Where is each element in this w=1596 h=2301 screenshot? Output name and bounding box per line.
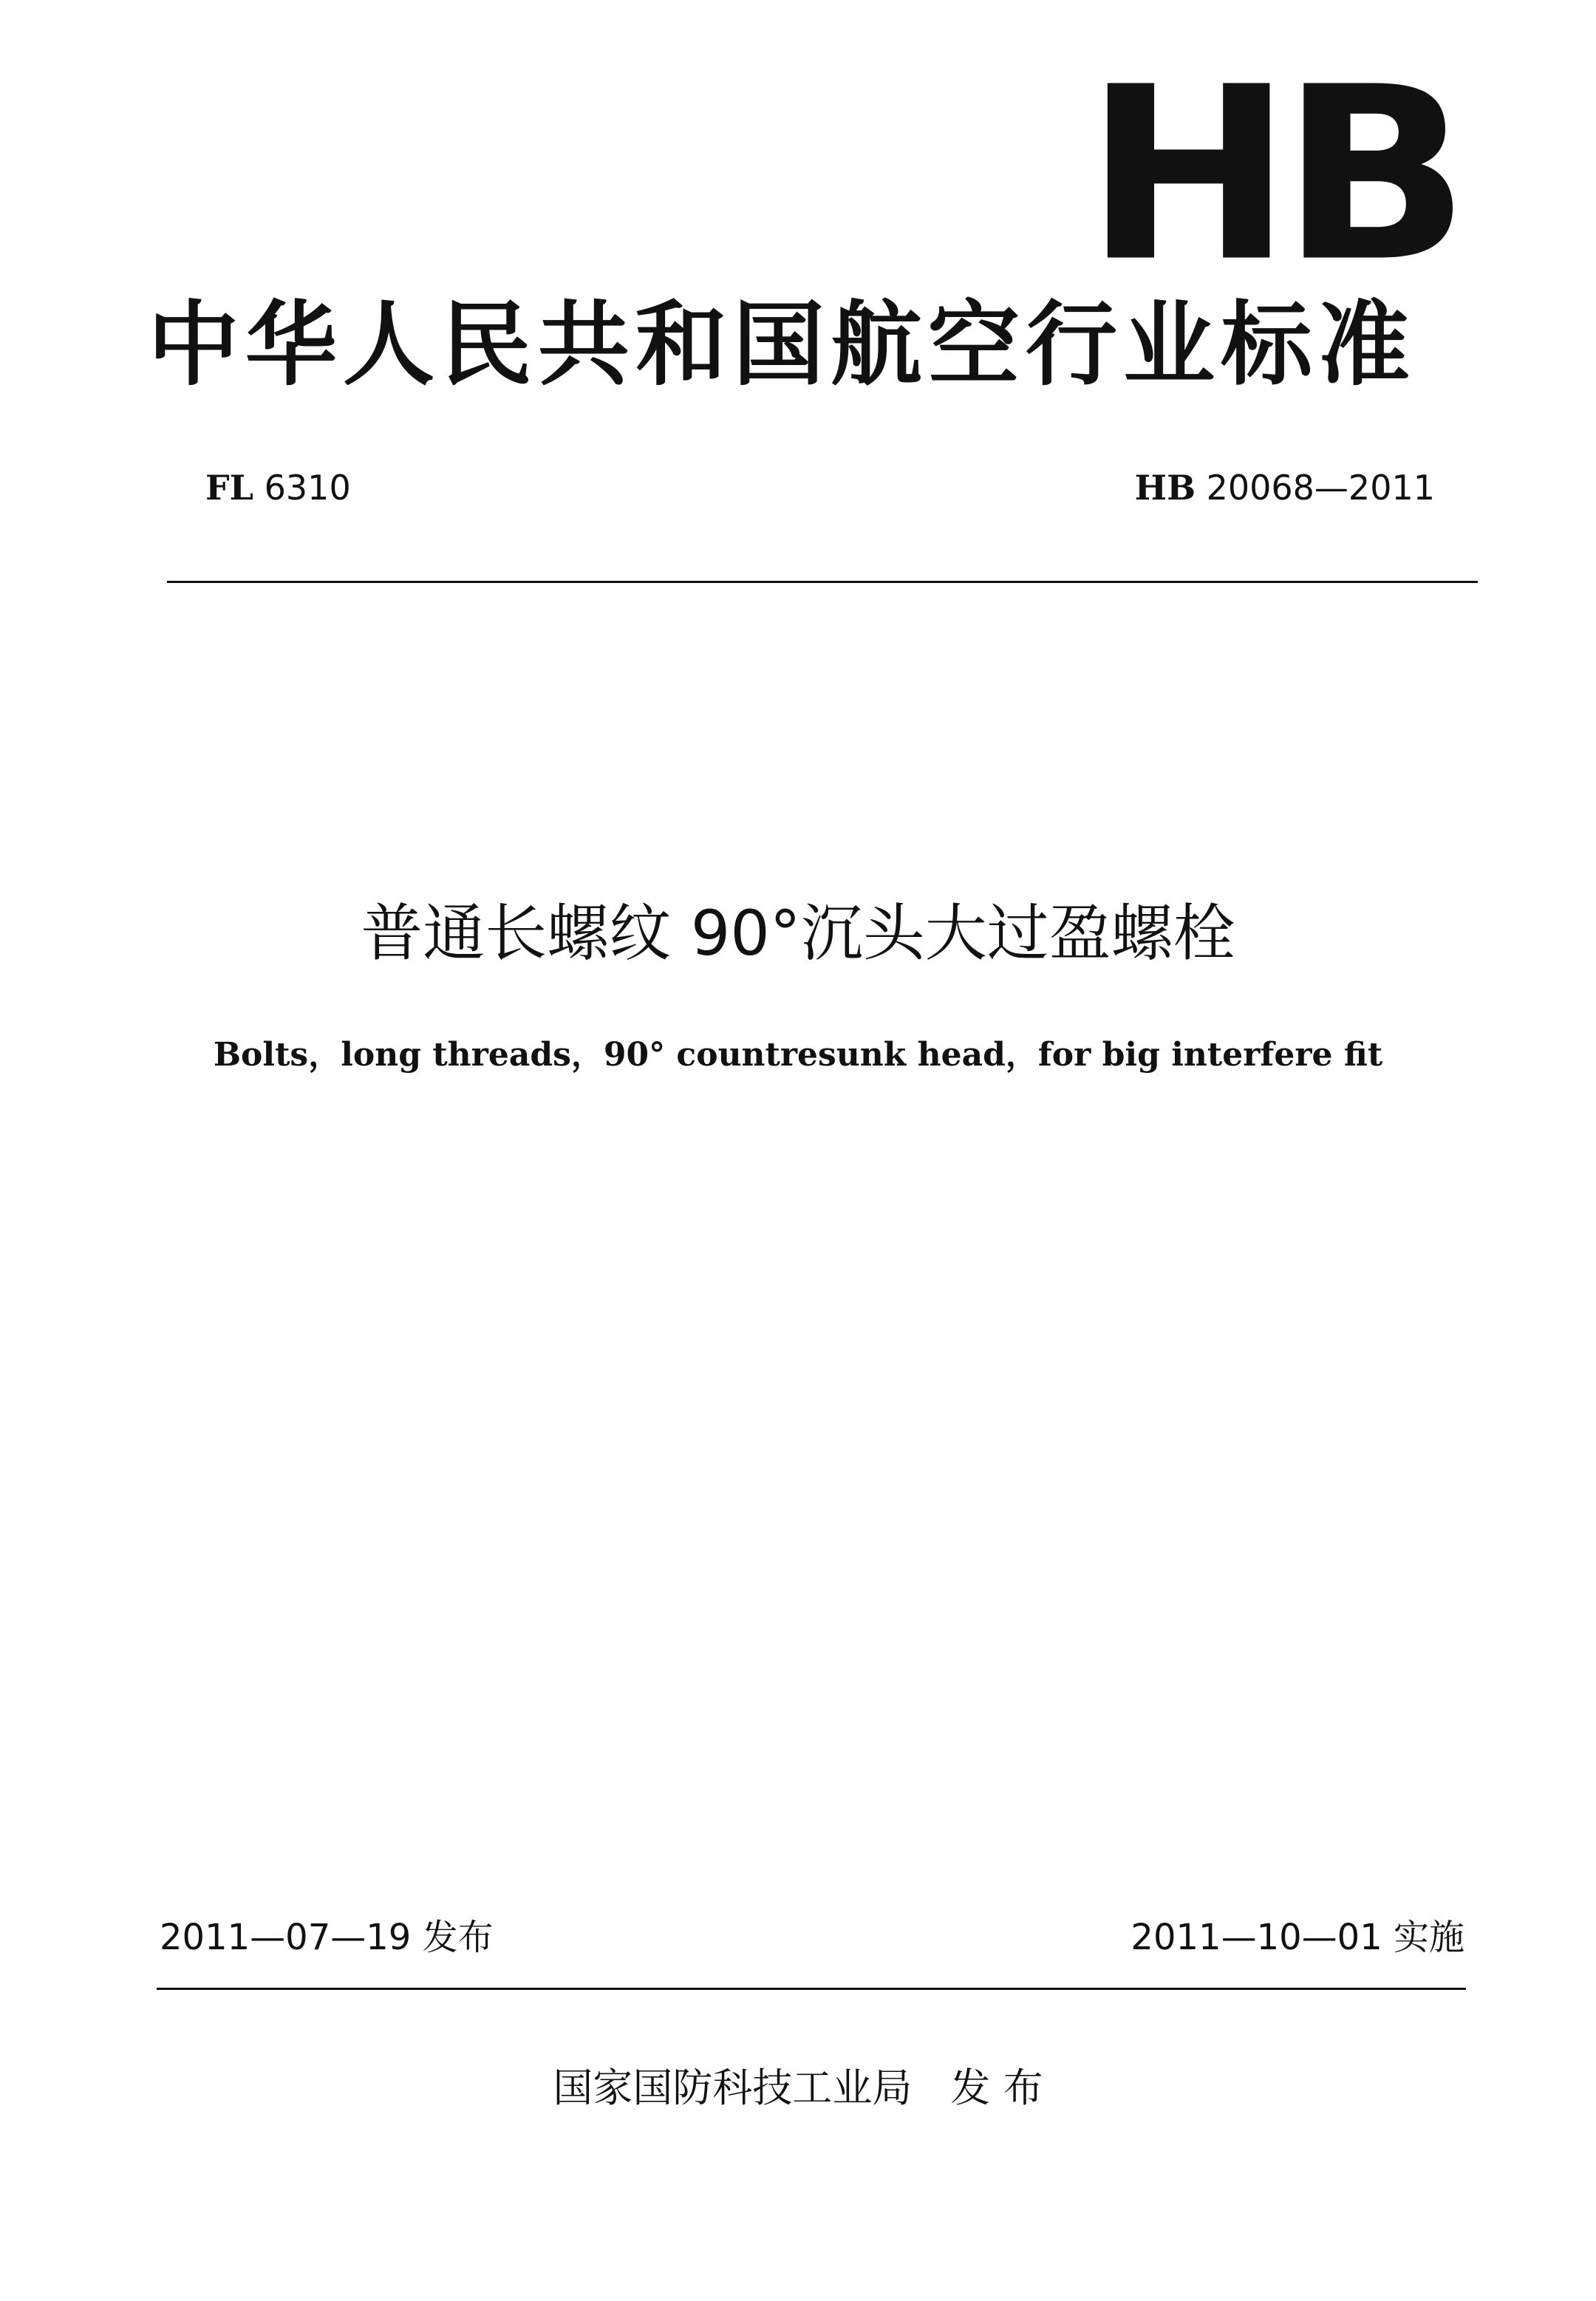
classification-code [205, 466, 351, 510]
publisher-name: 国家国防科技工业局 [553, 2065, 913, 2111]
top-divider [167, 581, 1478, 583]
classification-prefix: FL [205, 468, 254, 508]
hb-logo: HB [1085, 35, 1459, 315]
standard-prefix: HB [1134, 468, 1196, 508]
standard-code [1135, 466, 1435, 510]
issue-date: 2011—07—19 发布 [160, 1917, 494, 1958]
publish-action: 发 布 [950, 2065, 1043, 2111]
bottom-divider [157, 1988, 1466, 1990]
classification-number: 6310 [264, 468, 351, 508]
standard-number: 20068—2011 [1206, 468, 1435, 508]
implementation-date: 2011—10—01 实施 [1130, 1917, 1464, 1958]
document-title-cn: 普通长螺纹 90°沉头大过盈螺栓 [361, 897, 1235, 969]
document-title-en: Bolts，long threads，90° countresunk head，for big interfere fit [213, 1036, 1383, 1074]
publisher-line [0, 2062, 1596, 2115]
industry-standard-title: 中华人民共和国航空行业标准 [148, 292, 1416, 398]
